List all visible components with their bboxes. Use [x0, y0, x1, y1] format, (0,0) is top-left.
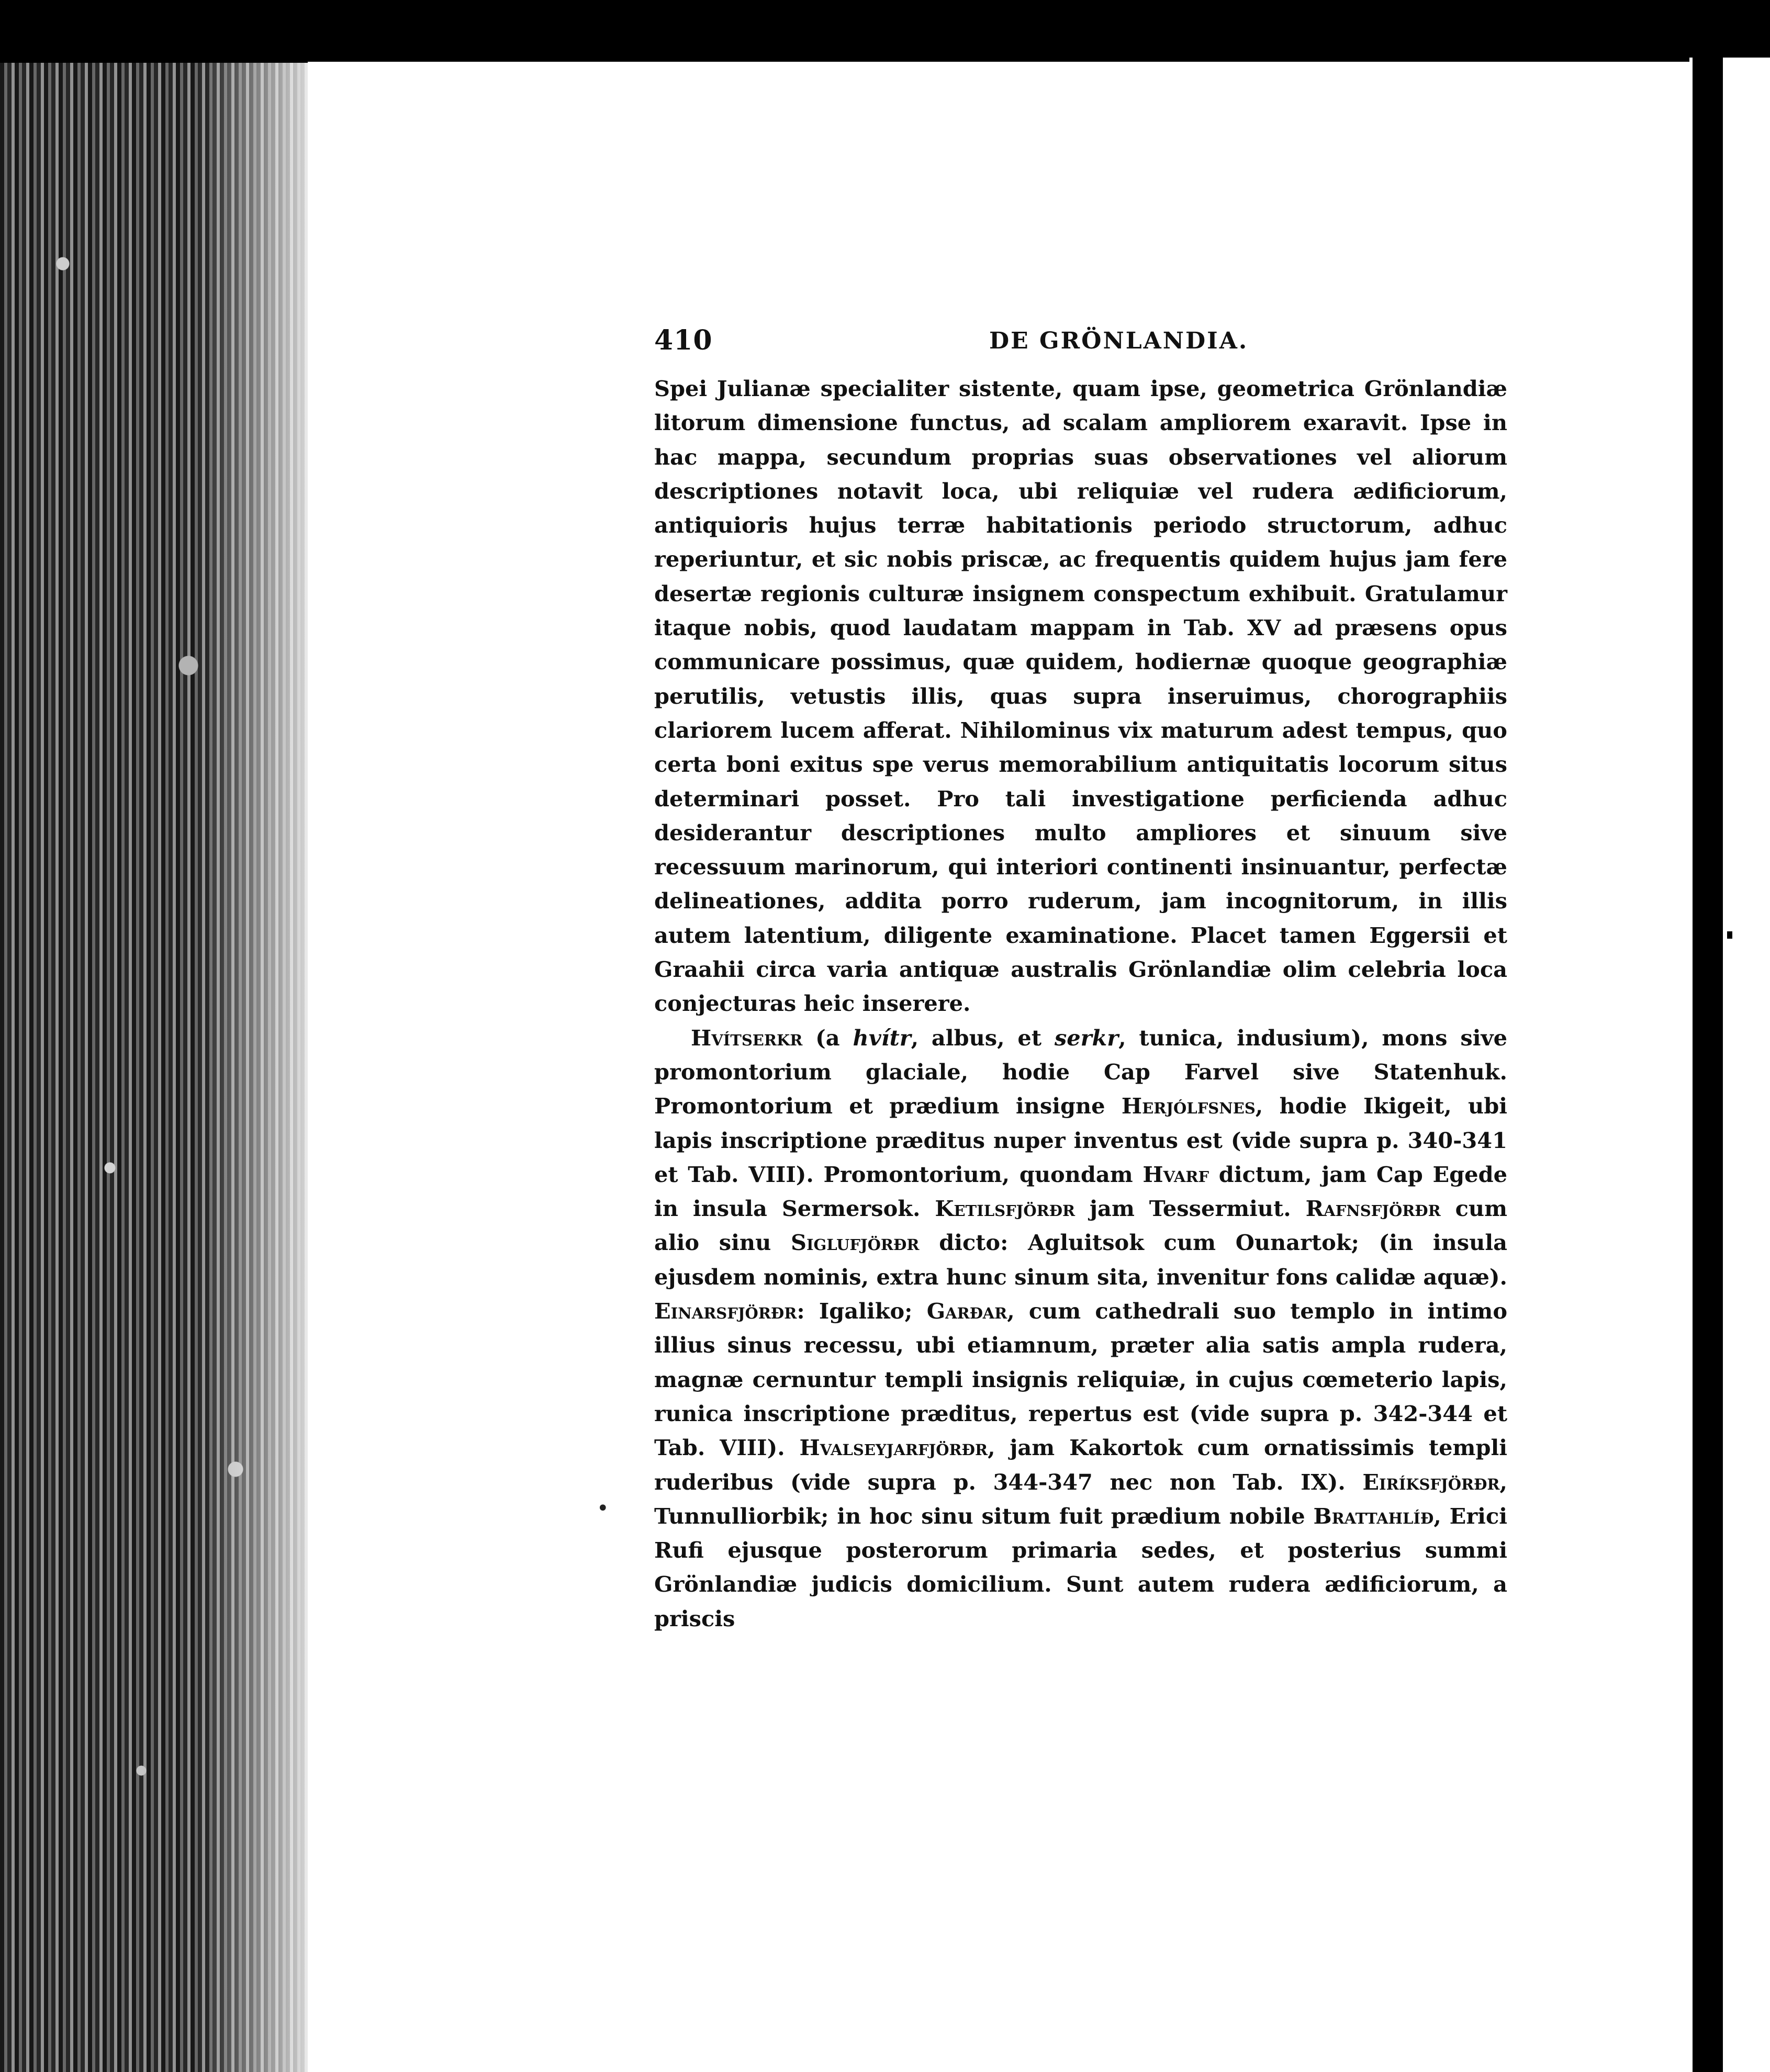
term-italic: hvítr	[853, 1024, 911, 1051]
margin-mark: •	[597, 1496, 609, 1521]
text-run: jam Tessermiut.	[1075, 1196, 1306, 1222]
place-name: Rafnsfjörðr	[1305, 1196, 1441, 1222]
text-run: , Erici Rufi ejusque posterorum primaria sedes, et posterius summi Grönlandiæ judicis domicilium. Sunt autem rudera ædificiorum, a priscis	[654, 1503, 1507, 1631]
place-name: Hvalseyjarfjörðr	[799, 1435, 988, 1461]
right-sheet-strip	[1723, 58, 1770, 2072]
text-run: (a	[802, 1024, 853, 1051]
text-block	[654, 324, 1507, 1636]
place-name: Brattahlíð	[1313, 1503, 1434, 1529]
right-page-edge	[1689, 58, 1723, 2072]
paragraph-1: Spei Julianæ specialiter sistente, quam ipse, geometrica Grönlandiæ litorum dimensione functus, ad scalam ampliorem exaravit. Ipse in hac mappa, secundum proprias suas observationes vel aliorum descriptiones notavit loca, ubi reliquiæ vel rudera ædificiorum, antiquioris hujus terræ habitationis periodo structorum, adhuc reperiuntur, et sic nobis priscæ, ac frequentis quidem hujus jam fere desertæ regionis culturæ insignem conspectum exhibuit. Gratulamur itaque nobis, quod laudatam mappam in Tab. XV ad præsens opus communicare possimus, quæ quidem, hodiernæ quoque geographiæ perutilis, vetustis illis, quas supra inseruimus, chorographiis clariorem lucem afferat. Nihilominus vix maturum adest tempus, quo certa boni exitus spe verus memorabilium antiquitatis locorum situs determinari posset. Pro tali investigatione perficienda adhuc desiderantur descriptiones multo ampliores et sinuum sive recessuum marinorum, qui interiori continenti insinuantur, perfectæ delineationes, addita porro ruderum, jam incognitorum, in illis autem latentium, diligente examinatione. Placet tamen Eggersii et Graahii circa varia antiquæ australis Grönlandiæ olim celebria loca conjecturas heic inserere.	[654, 376, 1507, 1017]
text-run: , albus, et	[911, 1024, 1055, 1051]
place-name: Ketilsfjörðr	[935, 1196, 1076, 1222]
text-run: , tunica, indusium), mons sive promontorium glaciale, hodie Cap Farvel sive Statenhuk. Promontorium et prædium insigne	[654, 1024, 1508, 1119]
place-name: Garðar	[926, 1298, 1007, 1324]
text-run: , Tunnulliorbik; in hoc sinu situm fuit prædium nobile	[654, 1469, 1507, 1529]
running-head: DE GRÖNLANDIA.	[989, 328, 1249, 354]
paragraph-2	[654, 1021, 1507, 1636]
term-italic: serkr	[1054, 1024, 1119, 1051]
place-name: Hvarf	[1142, 1161, 1209, 1187]
text-run: cum alio sinu	[654, 1196, 1507, 1256]
gutter-fade	[199, 63, 314, 2072]
text-run: , cum cathedrali suo templo in intimo illius sinus recessu, ubi etiamnum, præter alia satis ampla rudera, magnæ cernuntur templi insignis reliquiæ, in cujus cœmeterio lapis, runica inscriptione præditus, repertus est (vide supra p. 342-344 et Tab. VIII).	[654, 1298, 1507, 1461]
place-name: Hvítserkr	[691, 1024, 803, 1051]
text-run: dictum, jam Cap Egede in insula Sermersok.	[654, 1161, 1507, 1222]
page-number: 410	[654, 324, 713, 356]
text-run: , hodie Ikigeit, ubi lapis inscriptione præditus nuper inventus est (vide supra p. 340-341 et Tab. VIII). Promontorium, quondam	[654, 1093, 1507, 1187]
text-run: dicto: Agluitsok cum Ounartok; (in insula ejusdem nominis, extra hunc sinum sita, invenitur fons calidæ aquæ).	[654, 1230, 1507, 1290]
place-name: Einarsfjörðr	[654, 1298, 797, 1324]
text-run: : Igaliko;	[797, 1298, 927, 1324]
place-name: Siglufjörðr	[790, 1230, 920, 1256]
speck-mark	[1727, 931, 1732, 939]
place-name: Eiríksfjörðr	[1362, 1469, 1500, 1495]
place-name: Herjólfsnes	[1121, 1093, 1256, 1119]
page-header	[654, 324, 1507, 371]
text-run: , jam Kakortok cum ornatissimis templi ruderibus (vide supra p. 344-347 nec non Tab. IX).	[654, 1435, 1508, 1495]
